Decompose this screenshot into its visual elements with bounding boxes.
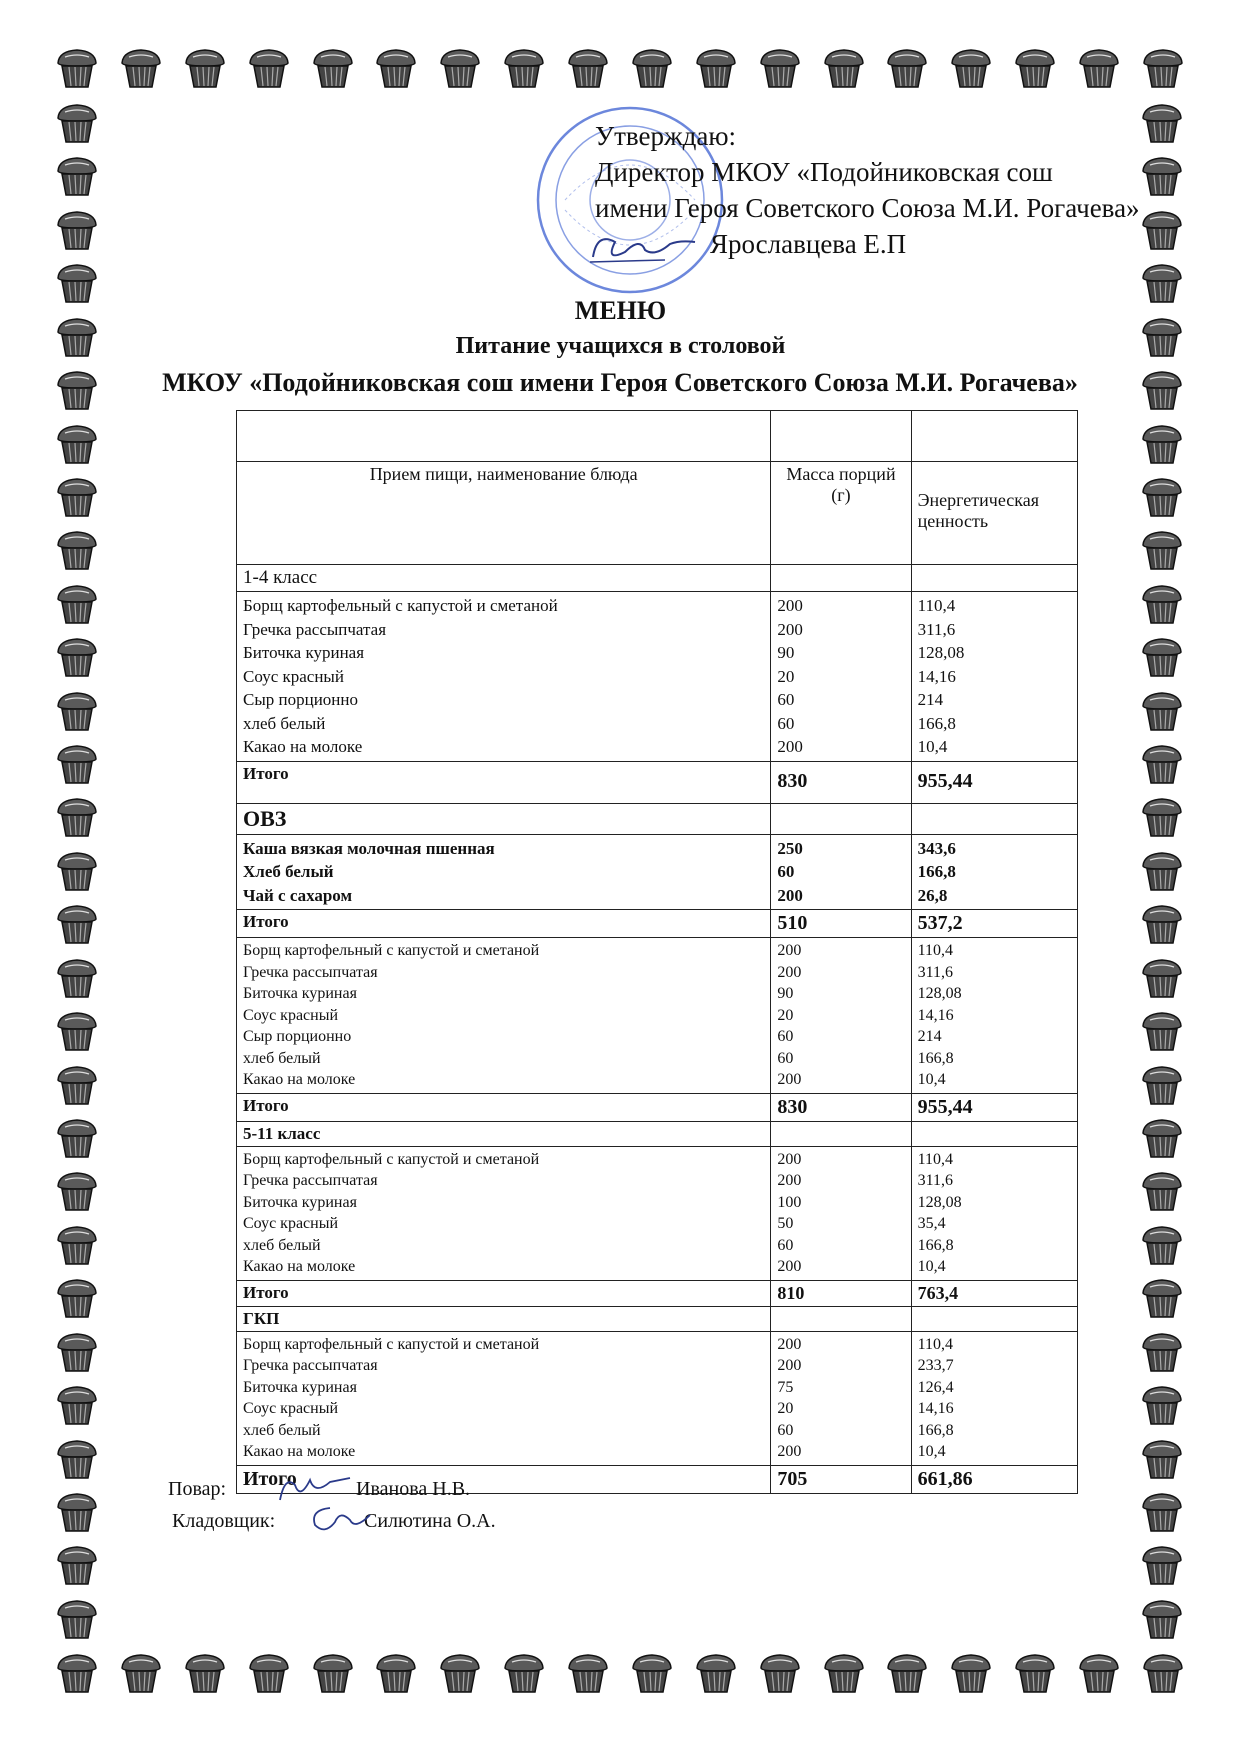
dish-energy: 35,4 bbox=[917, 1215, 946, 1232]
cupcake-border-icon bbox=[885, 45, 929, 89]
dish-energy: 110,4 bbox=[917, 1150, 954, 1168]
cupcake-border-icon bbox=[55, 1222, 99, 1266]
dish-mass: 50 bbox=[777, 1215, 794, 1232]
cupcake-border-icon bbox=[55, 1062, 99, 1106]
dish-energy: 14,16 bbox=[917, 1400, 954, 1417]
dish-mass: 60 bbox=[777, 1421, 794, 1439]
storekeeper-signature bbox=[300, 1500, 380, 1540]
menu-subtitle: Питание учащихся в столовой bbox=[455, 333, 786, 359]
dish-name: хлеб белый bbox=[243, 1049, 321, 1067]
total-row bbox=[237, 1280, 1078, 1306]
cupcake-border-icon bbox=[1140, 1222, 1184, 1266]
dish-mass: 60 bbox=[777, 862, 795, 881]
cupcake-border-icon bbox=[1140, 1275, 1184, 1319]
cupcake-border-icon bbox=[1141, 45, 1185, 89]
dish-mass: 200 bbox=[777, 1443, 802, 1460]
cupcake-border-icon bbox=[1140, 1062, 1184, 1106]
dish-mass: 200 bbox=[777, 1258, 802, 1275]
dish-mass: 200 bbox=[777, 1335, 802, 1353]
cupcake-border-icon bbox=[1013, 45, 1057, 89]
dish-mass: 200 bbox=[777, 885, 803, 905]
cupcake-border-icon bbox=[885, 1650, 929, 1694]
approval-line-4: Ярославцева Е.П bbox=[710, 229, 907, 259]
dish-name: Каша вязкая молочная пшенная bbox=[243, 838, 495, 858]
dish-energy: 128,08 bbox=[917, 985, 962, 1002]
section-mass-list bbox=[771, 1331, 911, 1465]
cupcake-border-icon bbox=[55, 100, 99, 144]
cupcake-border-icon bbox=[55, 1008, 99, 1052]
total-label: Итого bbox=[237, 1280, 771, 1306]
section-dish-list bbox=[237, 834, 771, 910]
section-title: ГКП bbox=[237, 1306, 771, 1331]
dish-name: Борщ картофельный с капустой и сметаной bbox=[243, 1335, 540, 1353]
dish-name: Соус красный bbox=[243, 666, 344, 686]
cupcake-border-icon bbox=[55, 1436, 99, 1480]
cupcake-border-icon bbox=[55, 901, 99, 945]
cupcake-border-icon bbox=[247, 45, 291, 89]
cupcake-border-icon bbox=[566, 45, 610, 89]
dish-energy: 10,4 bbox=[917, 1258, 946, 1275]
cupcake-border-icon bbox=[1140, 1008, 1184, 1052]
cupcake-border-icon bbox=[758, 45, 802, 89]
total-label: Итого bbox=[237, 761, 771, 803]
cupcake-border-icon bbox=[1013, 1650, 1057, 1694]
cupcake-border-icon bbox=[1140, 1168, 1184, 1212]
dish-energy: 128,08 bbox=[917, 1193, 962, 1211]
dish-energy: 166,8 bbox=[917, 862, 956, 881]
cupcake-border-icon bbox=[694, 45, 738, 89]
dish-energy: 166,8 bbox=[917, 1049, 954, 1067]
dish-name: Биточка куриная bbox=[243, 643, 365, 662]
cupcake-border-icon bbox=[55, 1382, 99, 1426]
dish-mass: 20 bbox=[777, 666, 795, 686]
approval-line-1: Утверждаю: bbox=[595, 121, 737, 151]
approval-line-2: Директор МКОУ «Подойниковская сош bbox=[595, 157, 1053, 187]
dish-energy: 166,8 bbox=[917, 1421, 954, 1439]
section-dish-list bbox=[237, 592, 771, 762]
dish-energy: 128,08 bbox=[917, 643, 965, 662]
cupcake-border-icon bbox=[758, 1650, 802, 1694]
cupcake-border-icon bbox=[311, 1650, 355, 1694]
dish-name: Какао на молоке bbox=[243, 737, 363, 756]
dish-mass: 60 bbox=[777, 690, 795, 709]
dish-energy: 233,7 bbox=[917, 1357, 954, 1374]
dish-mass: 200 bbox=[777, 596, 803, 615]
dish-energy: 110,4 bbox=[917, 1335, 954, 1353]
storekeeper-label: Кладовщик: bbox=[172, 1510, 276, 1532]
table-empty-header-row bbox=[237, 411, 1078, 462]
total-row bbox=[237, 1093, 1078, 1121]
total-label: Итого bbox=[237, 1093, 771, 1121]
dish-name: Какао на молоке bbox=[243, 1258, 356, 1275]
section-title: ОВЗ bbox=[237, 803, 771, 834]
dish-energy: 14,16 bbox=[917, 1006, 954, 1024]
school-name: МКОУ «Подойниковская сош имени Героя Советского Союза М.И. Рогачева» bbox=[162, 368, 1078, 397]
cupcake-border-icon bbox=[55, 634, 99, 678]
dish-mass: 60 bbox=[777, 1028, 794, 1045]
dish-name: хлеб белый bbox=[243, 1421, 321, 1439]
total-mass: 510 bbox=[771, 910, 911, 938]
total-energy: 763,4 bbox=[911, 1280, 1077, 1306]
cupcake-border-icon bbox=[55, 207, 99, 251]
menu-table bbox=[236, 410, 1078, 1494]
cupcake-border-icon bbox=[438, 1650, 482, 1694]
dish-name: Чай с сахаром bbox=[243, 885, 353, 905]
cupcake-border-icon bbox=[630, 1650, 674, 1694]
header-energy: Энергетическая ценность bbox=[911, 462, 1077, 565]
dish-mass: 200 bbox=[777, 1071, 802, 1088]
cupcake-border-icon bbox=[55, 527, 99, 571]
dish-name: Борщ картофельный с капустой и сметаной bbox=[243, 596, 558, 615]
cupcake-border-icon bbox=[1140, 1115, 1184, 1159]
cupcake-border-icon bbox=[247, 1650, 291, 1694]
section-mass-list bbox=[771, 938, 911, 1094]
dish-name: Борщ картофельный с капустой и сметаной bbox=[243, 942, 540, 959]
cupcake-border-icon bbox=[183, 45, 227, 89]
dish-mass: 20 bbox=[777, 1006, 794, 1024]
section-mass-list bbox=[771, 592, 911, 762]
cupcake-border-icon bbox=[55, 153, 99, 197]
dish-energy: 126,4 bbox=[917, 1378, 954, 1396]
cupcake-border-icon bbox=[822, 1650, 866, 1694]
section-energy-list bbox=[911, 938, 1077, 1094]
cupcake-border-icon bbox=[55, 848, 99, 892]
cupcake-border-icon bbox=[119, 1650, 163, 1694]
dish-mass: 200 bbox=[777, 1357, 802, 1374]
dish-mass: 75 bbox=[777, 1378, 794, 1396]
dish-mass: 90 bbox=[777, 643, 795, 662]
dish-energy: 10,4 bbox=[917, 1443, 946, 1460]
total-mass: 705 bbox=[771, 1465, 911, 1493]
dish-mass: 60 bbox=[777, 1049, 794, 1067]
dish-mass: 200 bbox=[777, 1150, 802, 1168]
dish-name: Соус красный bbox=[243, 1215, 339, 1232]
section-title: 1-4 класс bbox=[237, 565, 771, 592]
dish-name: Сыр порционно bbox=[243, 690, 358, 709]
cupcake-border-icon bbox=[55, 955, 99, 999]
dish-energy: 311,6 bbox=[917, 619, 956, 639]
total-mass: 830 bbox=[771, 1093, 911, 1121]
dish-mass: 20 bbox=[777, 1400, 794, 1417]
dish-name: Борщ картофельный с капустой и сметаной bbox=[243, 1150, 540, 1168]
cupcake-border-icon bbox=[55, 741, 99, 785]
cupcake-border-icon bbox=[183, 1650, 227, 1694]
dish-name: Гречка рассыпчатая bbox=[243, 619, 387, 639]
dish-mass: 250 bbox=[777, 838, 803, 858]
total-mass: 830 bbox=[771, 761, 911, 803]
dish-energy: 26,8 bbox=[917, 885, 948, 905]
dish-energy: 311,6 bbox=[917, 963, 954, 981]
cupcake-border-icon bbox=[55, 1542, 99, 1586]
cupcake-border-icon bbox=[55, 45, 99, 89]
cupcake-border-icon bbox=[1140, 1542, 1184, 1586]
cupcake-border-icon bbox=[822, 45, 866, 89]
cupcake-border-icon bbox=[1077, 45, 1121, 89]
dish-energy: 214 bbox=[917, 1028, 942, 1045]
total-energy: 955,44 bbox=[911, 1093, 1077, 1121]
cupcake-border-icon bbox=[55, 1329, 99, 1373]
total-energy: 537,2 bbox=[911, 910, 1077, 938]
storekeeper-name: Силютина О.А. bbox=[364, 1510, 496, 1532]
dish-energy: 166,8 bbox=[917, 1236, 954, 1254]
section-title: 5-11 класс bbox=[237, 1121, 771, 1146]
section-dish-list bbox=[237, 938, 771, 1094]
dish-name: Биточка куриная bbox=[243, 985, 357, 1002]
total-energy: 955,44 bbox=[911, 761, 1077, 803]
dish-name: Какао на молоке bbox=[243, 1071, 356, 1088]
dish-energy: 343,6 bbox=[917, 838, 956, 858]
cupcake-border-icon bbox=[1140, 153, 1184, 197]
dish-mass: 60 bbox=[777, 713, 795, 733]
cupcake-border-icon bbox=[1140, 688, 1184, 732]
total-energy: 661,86 bbox=[911, 1465, 1077, 1493]
table-header-row bbox=[237, 462, 1078, 565]
cupcake-border-icon bbox=[949, 45, 993, 89]
cupcake-border-icon bbox=[374, 1650, 418, 1694]
cupcake-border-icon bbox=[1140, 634, 1184, 678]
right-cupcake-border bbox=[1140, 100, 1184, 1640]
dish-mass: 200 bbox=[777, 963, 802, 981]
dish-mass: 200 bbox=[777, 1172, 802, 1189]
cook-label: Повар: bbox=[168, 1478, 227, 1500]
cupcake-border-icon bbox=[1140, 1382, 1184, 1426]
cupcake-border-icon bbox=[311, 45, 355, 89]
cupcake-border-icon bbox=[55, 1596, 99, 1640]
dish-name: Хлеб белый bbox=[243, 862, 334, 881]
cupcake-border-icon bbox=[1140, 527, 1184, 571]
approval-line-3: имени Героя Советского Союза М.И. Рогачева» bbox=[595, 193, 1140, 223]
cupcake-border-icon bbox=[55, 1650, 99, 1694]
dish-name: Биточка куриная bbox=[243, 1193, 357, 1211]
section-dish-list bbox=[237, 1146, 771, 1280]
cupcake-border-icon bbox=[1140, 1489, 1184, 1533]
cupcake-border-icon bbox=[1140, 1329, 1184, 1373]
menu-title: МЕНЮ bbox=[574, 296, 667, 325]
cook-name: Иванова Н.В. bbox=[356, 1478, 471, 1500]
dish-name: Гречка рассыпчатая bbox=[243, 1357, 378, 1374]
dish-name: Гречка рассыпчатая bbox=[243, 1172, 378, 1189]
dish-mass: 60 bbox=[777, 1236, 794, 1254]
director-signature bbox=[585, 222, 705, 272]
cupcake-border-icon bbox=[1140, 207, 1184, 251]
cupcake-border-icon bbox=[1140, 474, 1184, 518]
dish-mass: 200 bbox=[777, 737, 803, 756]
cupcake-border-icon bbox=[1140, 421, 1184, 465]
dish-mass: 200 bbox=[777, 942, 802, 959]
dish-energy: 10,4 bbox=[917, 1071, 946, 1088]
dish-name: Биточка куриная bbox=[243, 1378, 357, 1396]
cupcake-border-icon bbox=[55, 474, 99, 518]
total-label: Итого bbox=[237, 1465, 771, 1493]
total-label: Итого bbox=[237, 910, 771, 938]
cupcake-border-icon bbox=[1140, 1436, 1184, 1480]
dish-energy: 110,4 bbox=[917, 596, 956, 615]
dish-name: хлеб белый bbox=[243, 1236, 321, 1254]
section-mass-list bbox=[771, 1146, 911, 1280]
dish-mass: 90 bbox=[777, 985, 794, 1002]
header-mass: Масса порций (г) bbox=[771, 462, 911, 565]
header-dish: Прием пищи, наименование блюда bbox=[237, 462, 771, 565]
dish-energy: 14,16 bbox=[917, 666, 956, 686]
cupcake-border-icon bbox=[55, 794, 99, 838]
cupcake-border-icon bbox=[949, 1650, 993, 1694]
dish-name: Соус красный bbox=[243, 1400, 339, 1417]
cupcake-border-icon bbox=[55, 1275, 99, 1319]
cupcake-border-icon bbox=[55, 581, 99, 625]
dish-name: Какао на молоке bbox=[243, 1443, 356, 1460]
total-row bbox=[237, 910, 1078, 938]
section-dish-list bbox=[237, 1331, 771, 1465]
dish-name: Гречка рассыпчатая bbox=[243, 963, 378, 981]
cupcake-border-icon bbox=[1140, 741, 1184, 785]
cupcake-border-icon bbox=[1140, 794, 1184, 838]
section-energy-list bbox=[911, 1331, 1077, 1465]
cupcake-border-icon bbox=[55, 1115, 99, 1159]
total-row bbox=[237, 761, 1078, 803]
dish-name: Соус красный bbox=[243, 1006, 339, 1024]
dish-name: Сыр порционно bbox=[243, 1028, 352, 1045]
section-energy-list bbox=[911, 592, 1077, 762]
dish-name: хлеб белый bbox=[243, 713, 326, 733]
cupcake-border-icon bbox=[694, 1650, 738, 1694]
top-cupcake-border bbox=[55, 45, 1185, 89]
dish-energy: 311,6 bbox=[917, 1172, 954, 1189]
cupcake-border-icon bbox=[630, 45, 674, 89]
cupcake-border-icon bbox=[55, 421, 99, 465]
cupcake-border-icon bbox=[1140, 100, 1184, 144]
dish-energy: 10,4 bbox=[917, 737, 948, 756]
cupcake-border-icon bbox=[55, 688, 99, 732]
left-cupcake-border bbox=[55, 100, 99, 1640]
total-mass: 810 bbox=[771, 1280, 911, 1306]
section-energy-list bbox=[911, 1146, 1077, 1280]
cupcake-border-icon bbox=[438, 45, 482, 89]
dish-energy: 214 bbox=[917, 690, 944, 709]
cupcake-border-icon bbox=[566, 1650, 610, 1694]
cupcake-border-icon bbox=[55, 1168, 99, 1212]
cupcake-border-icon bbox=[502, 45, 546, 89]
cupcake-border-icon bbox=[374, 45, 418, 89]
cupcake-border-icon bbox=[119, 45, 163, 89]
cupcake-border-icon bbox=[502, 1650, 546, 1694]
cupcake-border-icon bbox=[1140, 1596, 1184, 1640]
cupcake-border-icon bbox=[1141, 1650, 1185, 1694]
dish-energy: 110,4 bbox=[917, 942, 954, 959]
dish-mass: 100 bbox=[777, 1193, 802, 1211]
dish-energy: 166,8 bbox=[917, 713, 956, 733]
dish-mass: 200 bbox=[777, 619, 803, 639]
cupcake-border-icon bbox=[1077, 1650, 1121, 1694]
cupcake-border-icon bbox=[1140, 581, 1184, 625]
section-mass-list bbox=[771, 834, 911, 910]
section-energy-list bbox=[911, 834, 1077, 910]
cupcake-border-icon bbox=[1140, 848, 1184, 892]
cupcake-border-icon bbox=[55, 1489, 99, 1533]
cupcake-border-icon bbox=[1140, 901, 1184, 945]
cupcake-border-icon bbox=[1140, 955, 1184, 999]
bottom-cupcake-border bbox=[55, 1650, 1185, 1694]
